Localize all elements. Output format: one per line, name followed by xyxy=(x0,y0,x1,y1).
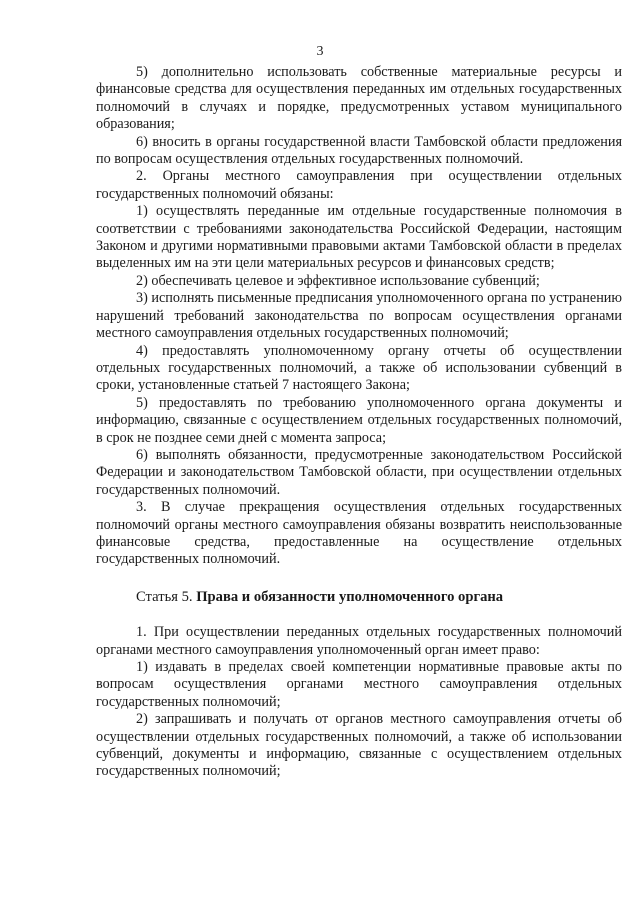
paragraph-2-1: 1) осуществлять переданные им отдельные государственные полномочия в соответствии с требованиями законодательства Российской Федерации, настоящим Законом и другими нормативными правовыми актами Тамбовской области в пределах выделенных им на эти цели материальных ресурсов и финансовых средств; xyxy=(96,203,622,272)
paragraph-2-4: 4) предоставлять уполномоченному органу отчеты об осуществлении отдельных государственных полномочий, а также об использовании субвенций в сроки, установленные статьей 7 настоящего Закона; xyxy=(96,342,622,394)
paragraph-1-6: 6) вносить в органы государственной власти Тамбовской области предложения по вопросам осуществления отдельных государственных полномочий. xyxy=(96,133,622,168)
paragraph-2-6: 6) выполнять обязанности, предусмотренные законодательством Российской Федерации и законодательством Тамбовской области, при осуществлении отдельных государственных полномочий. xyxy=(96,446,622,498)
paragraph-3: 3. В случае прекращения осуществления отдельных государственных полномочий органы местного самоуправления обязаны возвратить неиспользованные финансовые средства, предоставленные на осуществление отдельных государственных полномочий. xyxy=(96,499,622,568)
page-number: 3 xyxy=(316,44,324,59)
paragraph-1-5: 5) дополнительно использовать собственные материальные ресурсы и финансовые средства для осуществления переданных им отдельных государственных полномочий в случаях и порядке, предусмотренных уставом муниципального образования; xyxy=(96,64,622,133)
paragraph-2: 2. Органы местного самоуправления при осуществлении отдельных государственных полномочий обязаны: xyxy=(96,168,622,202)
paragraph-2-3: 3) исполнять письменные предписания уполномоченного органа по устранению нарушений требований законодательства по вопросам осуществления органами местного самоуправления отдельных государственных полномочий; xyxy=(96,290,622,342)
paragraph-2-2: 2) обеспечивать целевое и эффективное использование субвенций; xyxy=(136,272,540,289)
article5-paragraph-1-2: 2) запрашивать и получать от органов местного самоуправления отчеты об осуществлении отдельных государственных полномочий, а также об использовании субвенций, документы и информацию, связанные с осуществлением отдельных государственных полномочий; xyxy=(96,711,622,780)
article-heading xyxy=(96,589,622,606)
article-number: Статья 5. xyxy=(136,588,197,605)
article5-paragraph-1: 1. При осуществлении переданных отдельных государственных полномочий органами местного самоуправления уполномоченный орган имеет право: xyxy=(96,624,622,658)
document-body xyxy=(96,64,622,781)
paragraph-2-5: 5) предоставлять по требованию уполномоченного органа документы и информацию, связанные с осуществлением отдельных государственных полномочий, в срок не позднее семи дней с момента запроса; xyxy=(96,394,622,446)
article-title: Права и обязанности уполномоченного органа xyxy=(196,588,504,605)
article5-paragraph-1-1: 1) издавать в пределах своей компетенции нормативные правовые акты по вопросам осуществления органами местного самоуправления отдельных государственных полномочий; xyxy=(96,659,622,710)
